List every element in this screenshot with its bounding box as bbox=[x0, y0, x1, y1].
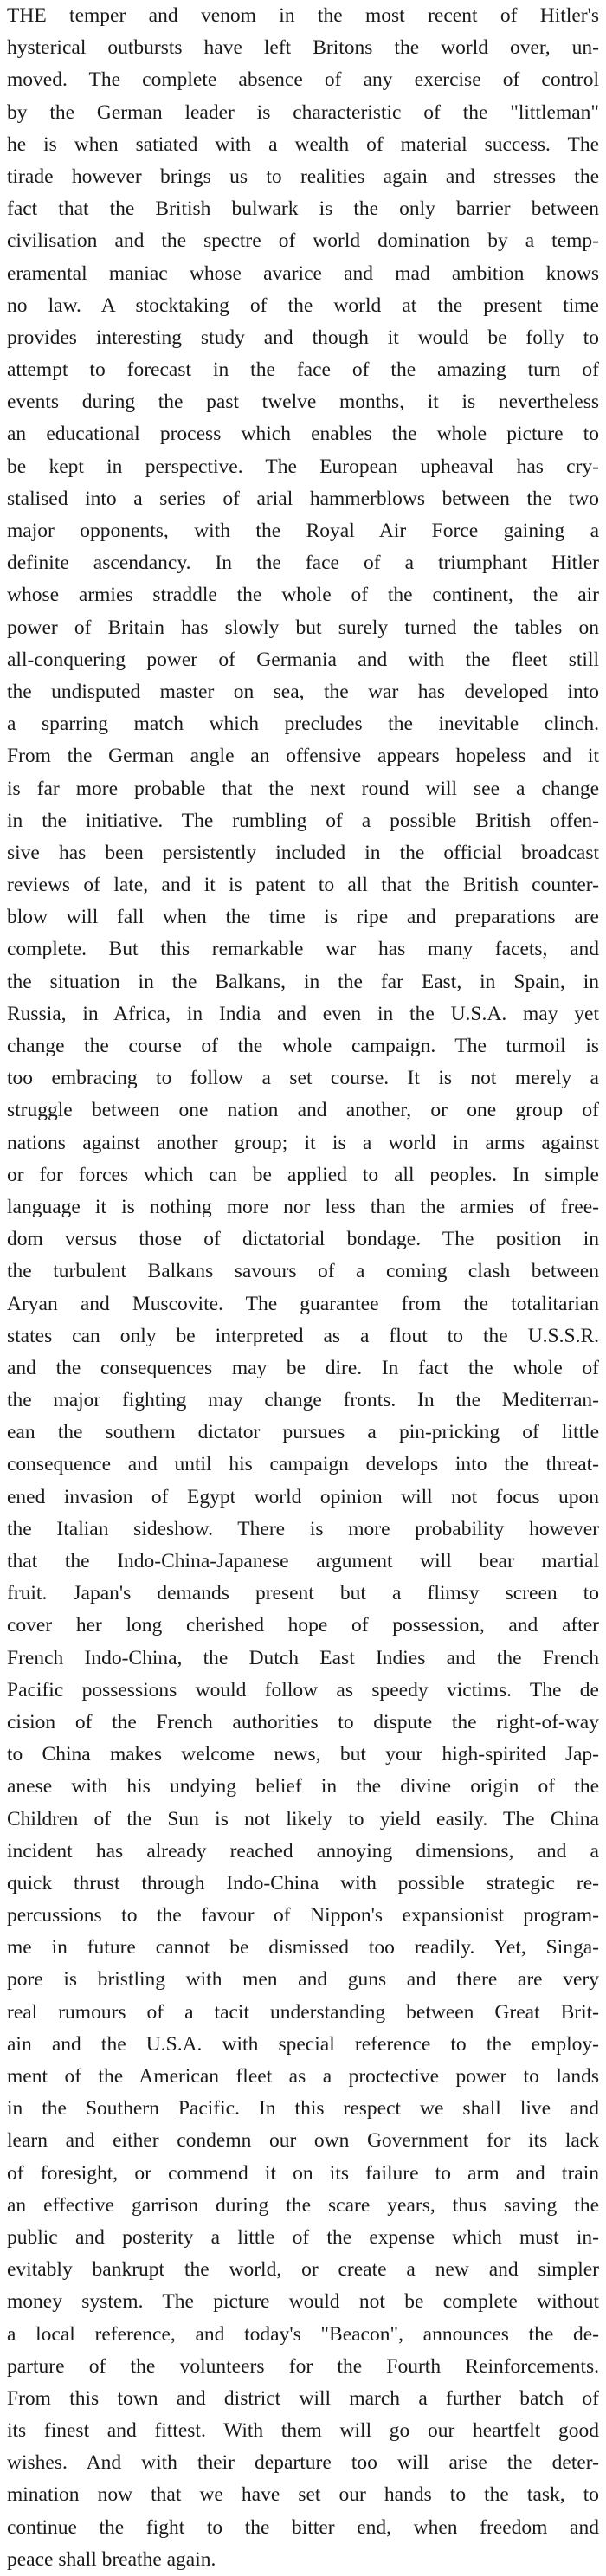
article-line: the major fighting may change fronts. In the Mediterran- bbox=[7, 1389, 599, 1412]
article-line: sive has been persistently included in the official broadcast bbox=[7, 841, 599, 864]
article-line: ean the southern dictator pursues a pin-pricking of little bbox=[7, 1421, 599, 1444]
article-line: ain and the U.S.A. with special reference to the employ- bbox=[7, 2032, 599, 2056]
article-line: percussions to the favour of Nippon's expansionist program- bbox=[7, 1904, 599, 1927]
article-line: by the German leader is characteristic of the "littleman" bbox=[7, 100, 599, 124]
article-line: learn and either condemn our own Government for its lack bbox=[7, 2129, 599, 2153]
article-line: money system. The picture would not be complete without bbox=[7, 2290, 599, 2314]
article-line: all-conquering power of Germania and with the fleet still bbox=[7, 648, 599, 671]
article-line: in the Southern Pacific. In this respect we shall live and bbox=[7, 2097, 599, 2121]
article-line: too embracing to follow a set course. It is not merely a bbox=[7, 1067, 599, 1090]
article-line: mination now that we have set our hands to the task, to bbox=[7, 2483, 599, 2507]
article-line: reviews of late, and it is patent to all that the British counter- bbox=[7, 874, 599, 897]
article-line: eramental maniac whose avarice and mad ambition knows bbox=[7, 261, 599, 285]
article-line: cision of the French authorities to dispute the right-of-way bbox=[7, 1710, 599, 1733]
article-line: whose armies straddle the whole of the continent, the air bbox=[7, 584, 599, 607]
article-line: states can only be interpreted as a flout to the U.S.S.R. bbox=[7, 1324, 599, 1347]
article-line: no law. A stocktaking of the world at the present time bbox=[7, 294, 599, 317]
article-line: the undisputed master on sea, the war has developed into bbox=[7, 680, 599, 703]
article-line: me in future cannot be dismissed too readily. Yet, Singa- bbox=[7, 1936, 599, 1959]
article-line: Pacific possessions would follow as speedy victims. The de bbox=[7, 1678, 599, 1701]
article-line: events during the past twelve months, it is nevertheless bbox=[7, 391, 599, 414]
article-line: provides interesting study and though it would be folly to bbox=[7, 326, 599, 349]
article-line: ened invasion of Egypt world opinion will not focus upon bbox=[7, 1485, 599, 1508]
article-line: a local reference, and today's "Beacon", announces the de- bbox=[7, 2322, 599, 2346]
article-line: fruit. Japan's demands present but a flimsy screen to bbox=[7, 1582, 599, 1605]
article-line: the situation in the Balkans, in the far East, in Spain, in bbox=[7, 970, 599, 993]
article-line: real rumours of a tacit understanding between Great Brit- bbox=[7, 2000, 599, 2024]
article-line: consequence and until his campaign develops into the threat- bbox=[7, 1453, 599, 1476]
article-line: quick thrust through Indo-China with possible strategic re- bbox=[7, 1871, 599, 1895]
article-line: struggle between one nation and another, or one group of bbox=[7, 1099, 599, 1122]
article-line: continue the fight to the bitter end, when freedom and bbox=[7, 2515, 599, 2539]
article-line: peace shall breathe again. bbox=[7, 2547, 216, 2571]
article-line: ment of the American fleet as a proctective power to lands bbox=[7, 2065, 599, 2088]
article-line: dom versus those of dictatorial bondage. The position in bbox=[7, 1228, 599, 1251]
article-line: an effective garrison during the scare years, thus saving the bbox=[7, 2193, 599, 2217]
article-line: or for forces which can be applied to all peoples. In simple bbox=[7, 1163, 599, 1186]
article-line: Russia, in Africa, in India and even in the U.S.A. may yet bbox=[7, 1002, 599, 1025]
article-line: parture of the volunteers for the Fourth Reinforcements. bbox=[7, 2354, 599, 2378]
article-line: wishes. And with their departure too will arise the deter- bbox=[7, 2451, 599, 2475]
article-line: hysterical outbursts have left Britons the world over, un- bbox=[7, 36, 599, 60]
article-line: incident has already reached annoying dimensions, and a bbox=[7, 1839, 599, 1863]
article-line: stalised into a series of arial hammerblows between the two bbox=[7, 487, 599, 510]
article-line: blow will fall when the time is ripe and preparations are bbox=[7, 906, 599, 929]
article-line: civilisation and the spectre of world domination by a temp- bbox=[7, 229, 599, 253]
article-line: and the consequences may be dire. In fact the whole of bbox=[7, 1356, 599, 1379]
article-line: tirade however brings us to realities again and stresses the bbox=[7, 165, 599, 188]
article-line: From the German angle an offensive appears hopeless and it bbox=[7, 745, 599, 768]
article-line: the Italian sideshow. There is more probability however bbox=[7, 1517, 599, 1540]
article-line: From this town and district will march a further batch of bbox=[7, 2386, 599, 2410]
article-line: in the initiative. The rumbling of a possible British offen- bbox=[7, 809, 599, 832]
article-line: attempt to forecast in the face of the amazing turn of bbox=[7, 358, 599, 382]
article-line: moved. The complete absence of any exercise of control bbox=[7, 68, 599, 92]
article-line: anese with his undying belief in the divine origin of the bbox=[7, 1775, 599, 1798]
article-line: public and posterity a little of the expense which must in- bbox=[7, 2225, 599, 2249]
article-line: evitably bankrupt the world, or create a new and simpler bbox=[7, 2258, 599, 2282]
article-line: Children of the Sun is not likely to yield easily. The China bbox=[7, 1807, 599, 1830]
article-body bbox=[7, 0, 599, 2571]
article-line: that the Indo-China-Japanese argument will bear martial bbox=[7, 1550, 599, 1572]
article-line: power of Britain has slowly but surely turned the tables on bbox=[7, 616, 599, 639]
article-line: he is when satiated with a wealth of material success. The bbox=[7, 132, 599, 156]
article-line: a sparring match which precludes the inevitable clinch. bbox=[7, 713, 599, 736]
article-line: language it is nothing more nor less than the armies of free- bbox=[7, 1195, 599, 1218]
article-line: the turbulent Balkans savours of a coming clash between bbox=[7, 1260, 599, 1283]
article-line: complete. But this remarkable war has many facets, and bbox=[7, 938, 599, 961]
article-line: an educational process which enables the whole picture to bbox=[7, 423, 599, 446]
article-line: be kept in perspective. The European upheaval has cry- bbox=[7, 455, 599, 478]
article-line: is far more probable that the next round will see a change bbox=[7, 777, 599, 800]
article-line: its finest and fittest. With them will go our heartfelt good bbox=[7, 2419, 599, 2443]
article-line: Aryan and Muscovite. The guarantee from the totalitarian bbox=[7, 1292, 599, 1315]
article-line: to China makes welcome news, but your high-spirited Jap- bbox=[7, 1743, 599, 1766]
article-line: of foresight, or commend it on its failure to arm and train bbox=[7, 2161, 599, 2185]
article-line: pore is bristling with men and guns and there are very bbox=[7, 1968, 599, 1992]
article-line: nations against another group; it is a world in arms against bbox=[7, 1131, 599, 1154]
article-line: change the course of the whole campaign. The turmoil is bbox=[7, 1035, 599, 1057]
article-line: fact that the British bulwark is the only barrier between bbox=[7, 197, 599, 221]
article-line: major opponents, with the Royal Air Force gaining a bbox=[7, 520, 599, 542]
article-line: THE temper and venom in the most recent of Hitler's bbox=[7, 4, 599, 27]
article-line: cover her long cherished hope of possession, and after bbox=[7, 1614, 599, 1637]
article-line: French Indo-China, the Dutch East Indies and the French bbox=[7, 1646, 599, 1669]
article-line: definite ascendancy. In the face of a triumphant Hitler bbox=[7, 552, 599, 575]
